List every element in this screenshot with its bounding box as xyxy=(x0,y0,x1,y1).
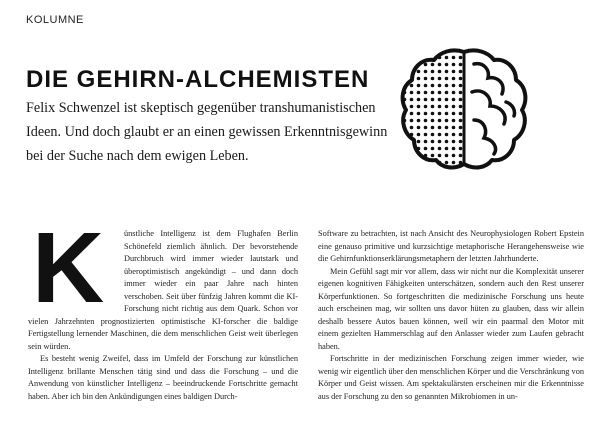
column1-paragraph-1: ünstliche Intelligenz ist dem Flughafen Berlin Schönefeld ziemlich ähnlich. Der bevorstehende Durchbruch wird immer wieder lautstark und überoptimistisch angekündigt – und dann doch immer wieder ein paar Jahre nach hinten verschoben. Seit über fünfzig Jahren kommt die KI-Forschung nicht richtig aus dem Quark. Schon vor vielen Jahrzehnten prognostizierten optimistische KI-forscher die baldige Fertigstellung lernender Maschinen, die dem menschlichen Geist weit überlegen sein würden. xyxy=(28,229,298,351)
article-column-1 xyxy=(28,228,298,403)
column1-paragraph-2: Es besteht wenig Zweifel, dass im Umfeld der Forschung zur künstlichen Intelligenz brillante Menschen tätig sind und dass die Forschung – und die Anwendung von künstlicher Intelligenz – beeindruckende Fortschritte gemacht haben. Aber ich bin den Ankündigungen eines baldigen Durch- xyxy=(28,354,298,401)
lead-paragraph: Felix Schwenzel ist skeptisch gegenüber transhumanistischen Ideen. Und doch glaubt er an einen gewissen Erkenntnisgewinn bei der Suche nach dem ewigen Leben. xyxy=(26,100,388,164)
section-label: KOLUMNE xyxy=(26,14,84,26)
drop-cap: K xyxy=(32,212,105,324)
headline: DIE GEHIRN-ALCHEMISTEN xyxy=(26,66,370,93)
article-column-2 xyxy=(318,228,584,403)
drop-cap-space xyxy=(28,228,124,312)
brain-icon xyxy=(394,40,534,180)
column2-paragraph-2: Mein Gefühl sagt mir vor allem, dass wir nicht nur die Komplexität unserer eigenen kognitiven Fähigkeiten unterschätzen, sondern auch den Rest unserer Körperfunktionen. So fortgeschritten die medizinische Forschung uns heute auch erscheinen mag, wir sollten uns davor hüten zu glauben, dass wir allein deshalb bessere Autos bauen können, weil wir ein paarmal den Motor mit einem gezielten Hammerschlag auf den Anlasser wieder zum Laufen gebracht haben. xyxy=(318,266,584,351)
column2-paragraph-1: Software zu betrachten, ist nach Ansicht des Neurophysiologen Robert Epstein eine genauso primitive und kurzsichtige metaphorische Herangehensweise wie die Gehirnfunktionserklärungsmetaphern der letzten Jahrhunderte. xyxy=(318,229,584,263)
column2-paragraph-3: Fortschritte in der medizinischen Forschung zeigen immer wieder, wie wenig wir eigentlich über den menschlichen Körper und die Verschränkung von Körper und Geist wissen. Am spektakulärsten erscheinen mir die Erkenntnisse aus der Forschung zu den so genannten Mikrobiomen in un- xyxy=(318,354,584,401)
